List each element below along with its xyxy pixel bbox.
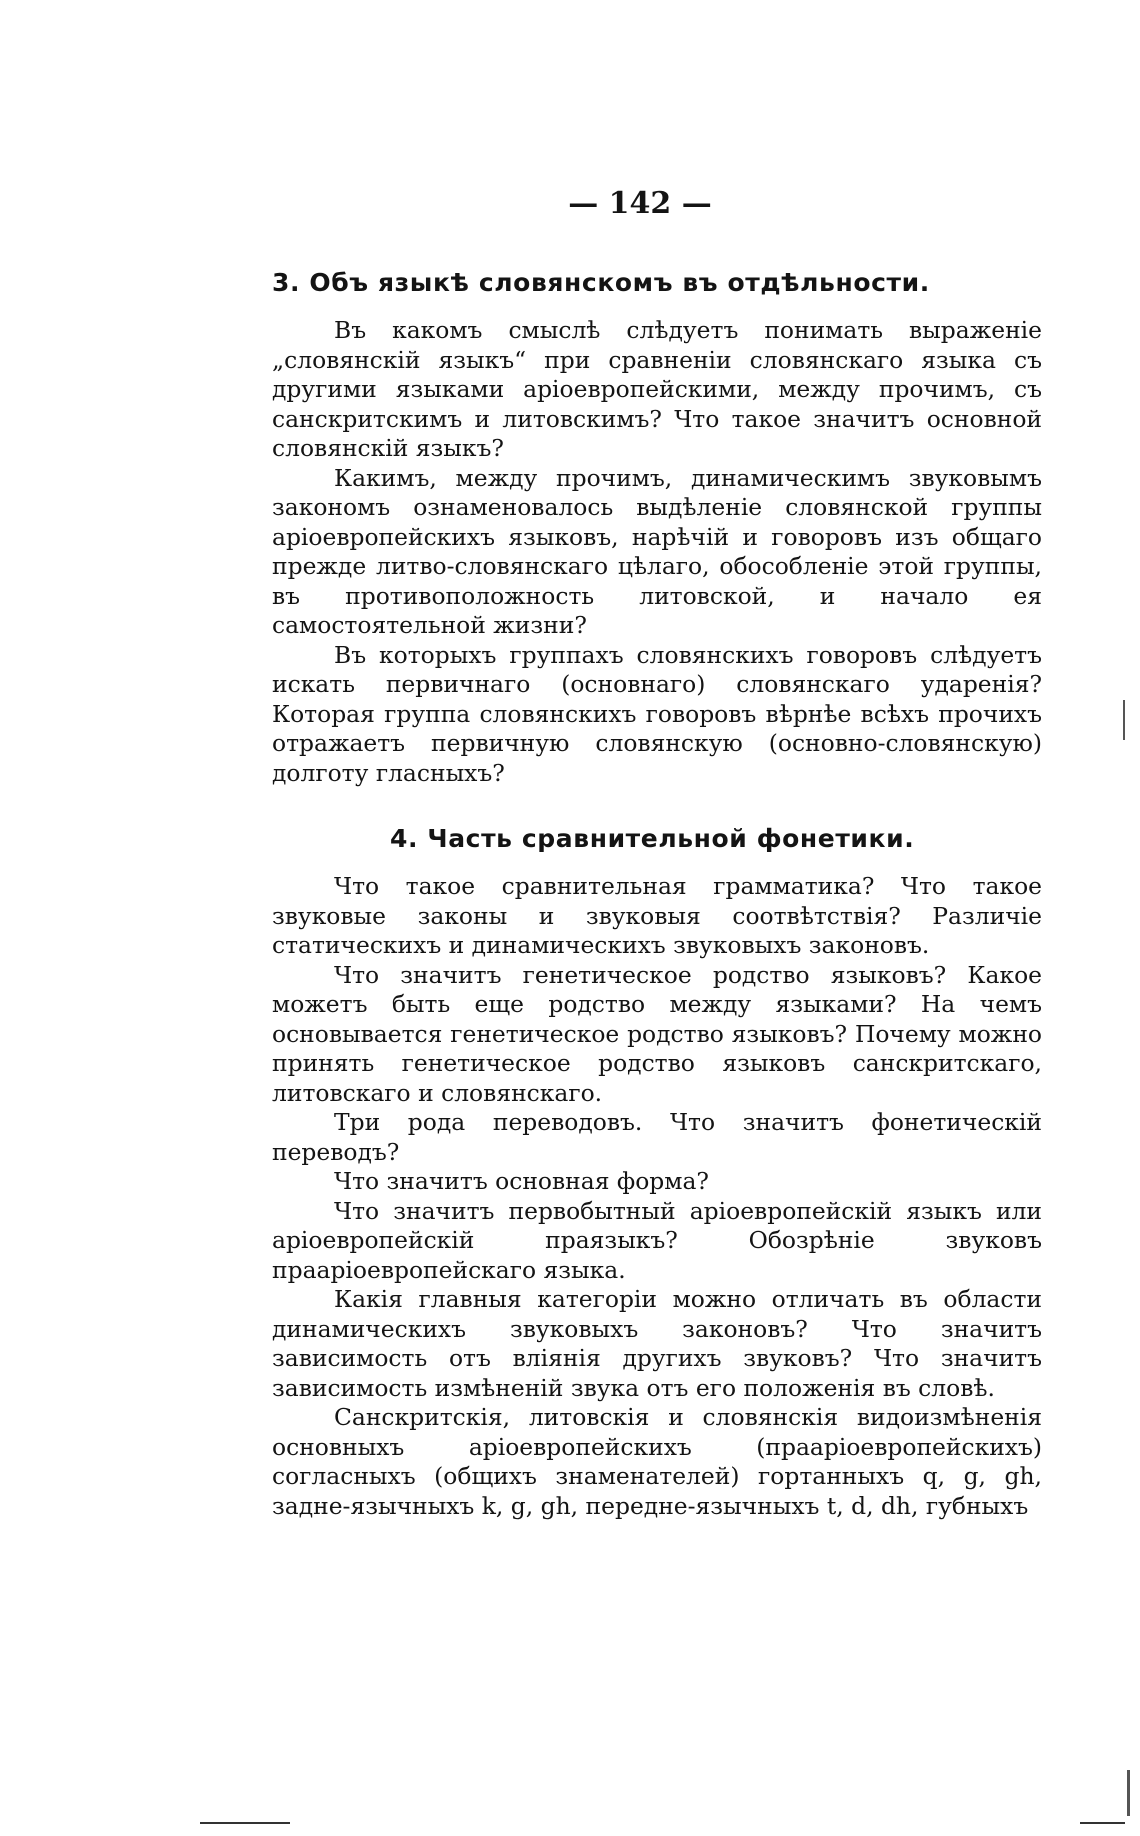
paragraph: Въ какомъ смыслѣ слѣдуетъ понимать выраженіе „словянскій языкъ“ при сравненіи словянскаго языка съ другими языками аріоевропейскими, между прочимъ, съ санскритскимъ и литовскимъ? Что такое значитъ основной словянскій языкъ?	[272, 316, 1042, 462]
paragraph: Санскритскія, литовскія и словянскія видоизмѣненія основныхъ аріоевропейскихъ (прааріоевропейскихъ) согласныхъ (общихъ знаменателей) гортанныхъ q, g, gh, задне-язычныхъ k, g, gh, передне-язычныхъ t, d, dh, губныхъ	[272, 1403, 1042, 1520]
scan-mark	[1127, 1770, 1130, 1816]
section-3-body	[272, 316, 1042, 788]
paragraph: Что значитъ первобытный аріоевропейскій языкъ или аріоевропейскій праязыкъ? Обозрѣніе звуковъ прааріоевропейскаго языка.	[272, 1196, 1042, 1284]
scan-edge-line	[200, 1822, 290, 1824]
section-4-body	[272, 872, 1042, 1521]
page-number: — 142 —	[568, 186, 712, 221]
section-3-heading: 3. Объ языкѣ словянскомъ въ отдѣльности.	[272, 268, 930, 297]
paragraph: Три рода переводовъ. Что значитъ фонетическій переводъ?	[272, 1108, 1042, 1166]
section-4-heading: 4. Часть сравнительной фонетики.	[390, 824, 915, 853]
paragraph: Что значитъ генетическое родство языковъ? Какое можетъ быть еще родство между языками? На чемъ основывается генетическое родство языковъ? Почему можно принять генетическое родство языковъ санскритскаго, литовскаго и словянскаго.	[272, 960, 1042, 1107]
scan-mark	[1123, 700, 1125, 740]
paragraph: Какимъ, между прочимъ, динамическимъ звуковымъ закономъ ознаменовалось выдѣленіе словянской группы аріоевропейскихъ языковъ, нарѣчій и говоровъ изъ общаго прежде литво-словянскаго цѣлаго, обособленіе этой группы, въ противоположность литовской, и начало ея самостоятельной жизни?	[272, 463, 1042, 639]
scan-edge-line	[1080, 1822, 1125, 1824]
paragraph: Что значитъ основная форма?	[334, 1167, 709, 1195]
paragraph: Въ которыхъ группахъ словянскихъ говоровъ слѣдуетъ искать первичнаго (основнаго) словянскаго ударенія? Которая группа словянскихъ говоровъ вѣрнѣе всѣхъ прочихъ отражаетъ первичную словянскую (основно-словянскую) долготу гласныхъ?	[272, 640, 1042, 787]
paragraph: Что такое сравнительная грамматика? Что такое звуковые законы и звуковыя соотвѣтствія? Различіе статическихъ и динамическихъ звуковыхъ законовъ.	[272, 872, 1042, 959]
paragraph: Какія главныя категоріи можно отличать въ области динамическихъ звуковыхъ законовъ? Что значитъ зависимость отъ вліянія другихъ звуковъ? Что значитъ зависимость измѣненій звука отъ его положенія въ словѣ.	[272, 1285, 1042, 1402]
